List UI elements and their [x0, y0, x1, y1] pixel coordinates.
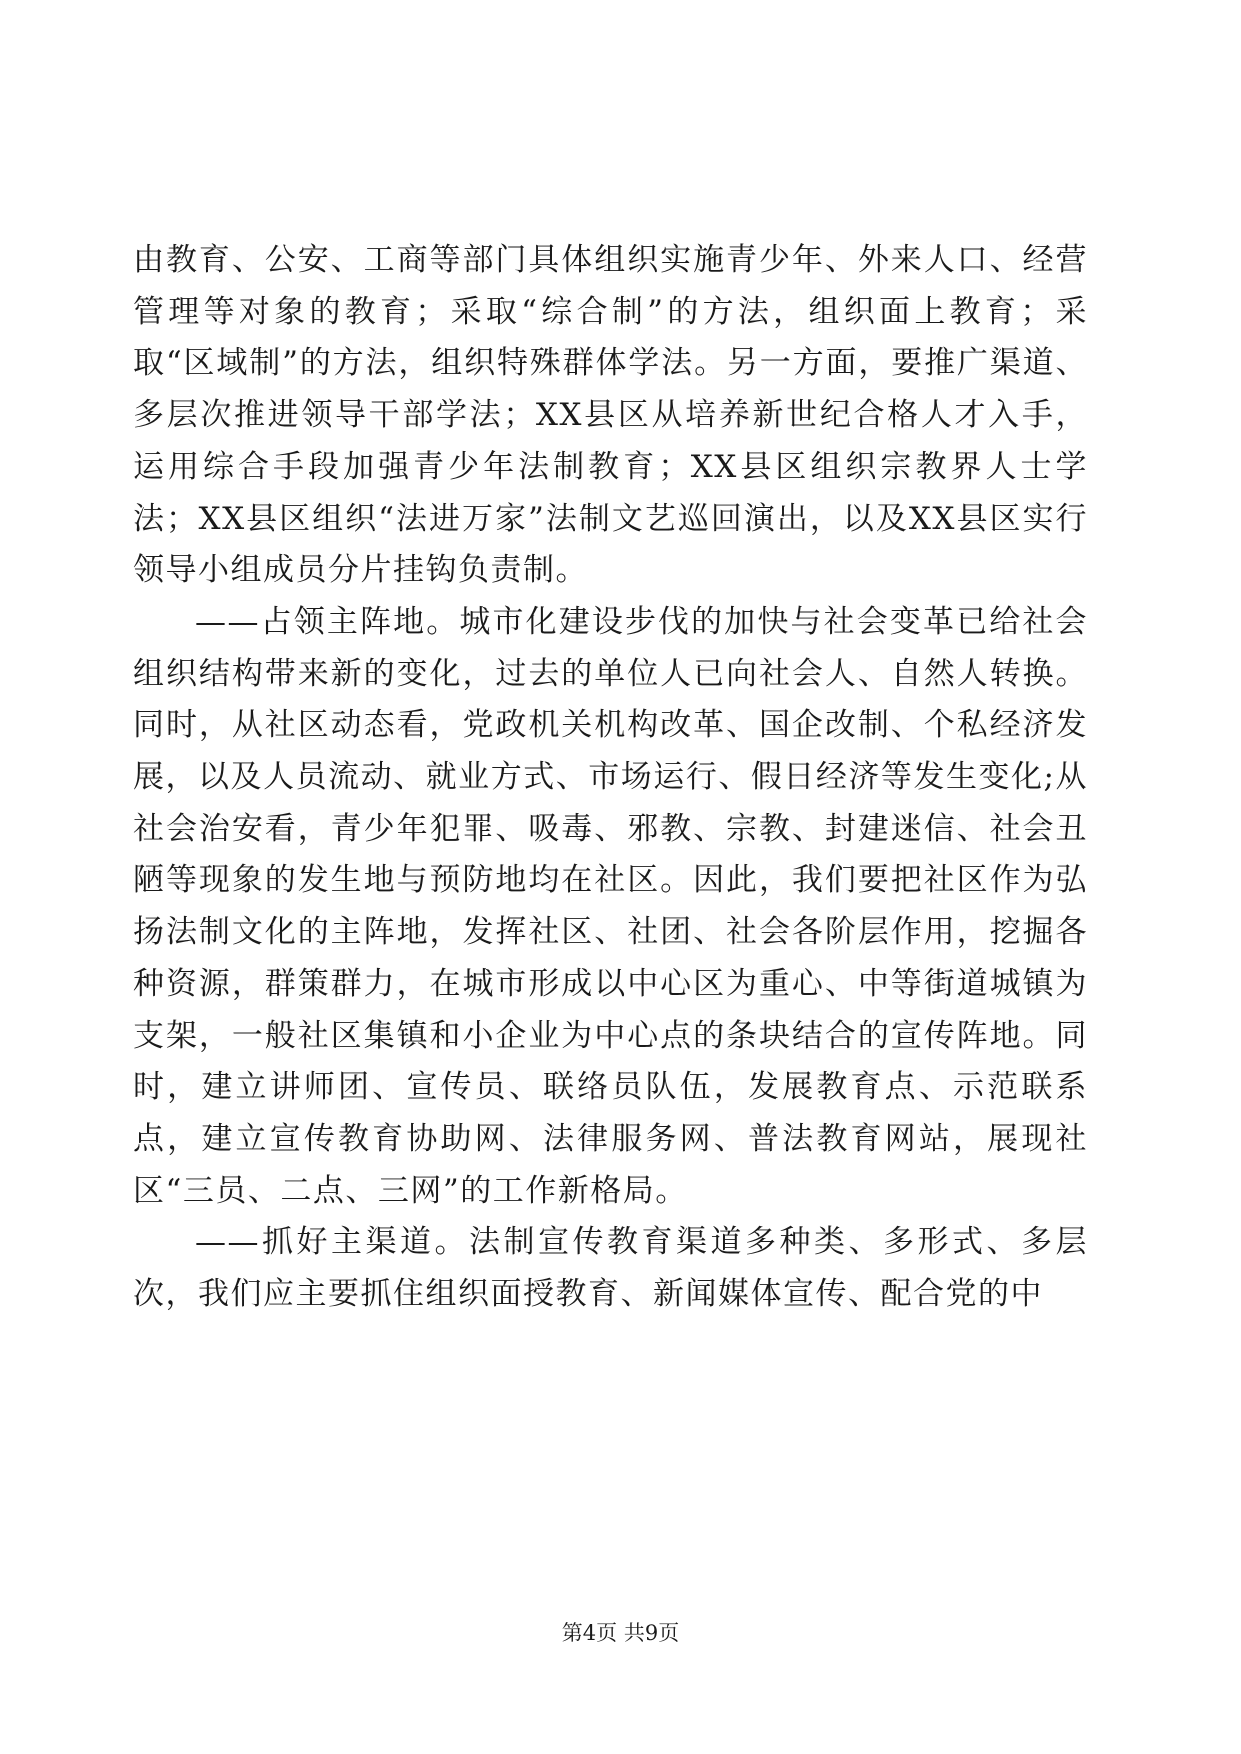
- paragraph-continuation: 由教育、公安、工商等部门具体组织实施青少年、外来人口、经营管理等对象的教育；采取“综合制”的方法，组织面上教育；采取“区域制”的方法，组织特殊群体学法。另一方面，要推广渠道、多层次推进领导干部学法；XX县区从培养新世纪合格人才入手，运用综合手段加强青少年法制教育；XX县区组织宗教界人士学法；XX县区组织“法进万家”法制文艺巡回演出，以及XX县区实行领导小组成员分片挂钩负责制。: [133, 242, 1088, 589]
- document-body: [133, 235, 1088, 1321]
- page-footer: 第4页 共9页: [561, 1621, 680, 1645]
- paragraph-main-position: ——占领主阵地。城市化建设步伐的加快与社会变革已给社会组织结构带来新的变化，过去的单位人已向社会人、自然人转换。同时，从社区动态看，党政机关机构改革、国企改制、个私经济发展，以及人员流动、就业方式、市场运行、假日经济等发生变化;从社会治安看，青少年犯罪、吸毒、邪教、宗教、封建迷信、社会丑陋等现象的发生地与预防地均在社区。因此，我们要把社区作为弘扬法制文化的主阵地，发挥社区、社团、社会各阶层作用，挖掘各种资源，群策群力，在城市形成以中心区为重心、中等街道城镇为支架，一般社区集镇和小企业为中心点的条块结合的宣传阵地。同时，建立讲师团、宣传员、联络员队伍，发展教育点、示范联系点，建立宣传教育协助网、法律服务网、普法教育网站，展现社区“三员、二点、三网”的工作新格局。: [133, 603, 1088, 1209]
- paragraph-main-channel: ——抓好主渠道。法制宣传教育渠道多种类、多形式、多层次，我们应主要抓住组织面授教育、新闻媒体宣传、配合党的中: [133, 1224, 1088, 1313]
